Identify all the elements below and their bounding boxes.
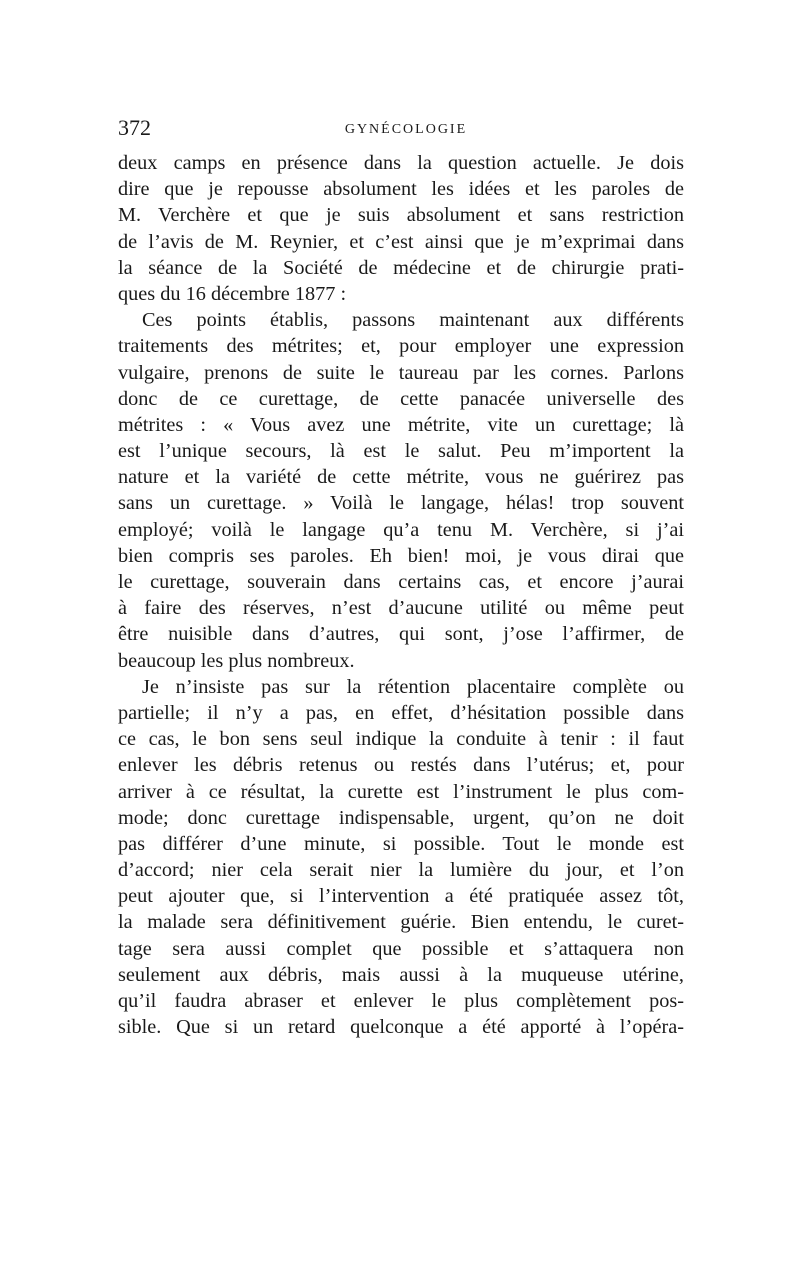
text-line: sible. Que si un retard quelconque a été apporté à l’opéra- — [118, 1016, 684, 1039]
body-text — [118, 150, 684, 1040]
text-line: sans un curettage. » Voilà le langage, hélas! trop souvent — [118, 492, 684, 515]
text-line: seulement aux débris, mais aussi à la muqueuse utérine, — [118, 963, 684, 986]
text-line: mode; donc curettage indispensable, urgent, qu’on ne doit — [118, 806, 684, 829]
text-line: la malade sera définitivement guérie. Bien entendu, le curet- — [118, 911, 684, 934]
text-line: la séance de la Société de médecine et de chirurgie prati- — [118, 256, 684, 279]
text-line: enlever les débris retenus ou restés dans l’utérus; et, pour — [118, 754, 684, 777]
text-line: M. Verchère et que je suis absolument et sans restriction — [118, 204, 684, 227]
text-line: traitements des métrites; et, pour employer une expression — [118, 335, 684, 358]
text-line: vulgaire, prenons de suite le taureau par les cornes. Parlons — [118, 361, 684, 384]
text-line: ce cas, le bon sens seul indique la conduite à tenir : il faut — [118, 728, 684, 751]
paragraph-1 — [118, 150, 684, 307]
text-line: Je n’insiste pas sur la rétention placentaire complète ou — [142, 675, 684, 698]
text-line: donc de ce curettage, de cette panacée universelle des — [118, 387, 684, 410]
text-line: partielle; il n’y a pas, en effet, d’hésitation possible dans — [118, 701, 684, 724]
text-line: à faire des réserves, n’est d’aucune utilité ou même peut — [118, 597, 684, 620]
text-line: est l’unique secours, là est le salut. Peu m’importent la — [118, 440, 684, 463]
paragraph-3 — [118, 674, 684, 1041]
text-line: être nuisible dans d’autres, qui sont, j’ose l’affirmer, de — [118, 623, 684, 646]
text-line: dire que je repousse absolument les idées et les paroles de — [118, 178, 684, 201]
text-line: bien compris ses paroles. Eh bien! moi, je vous dirai que — [118, 544, 684, 567]
text-line: tage sera aussi complet que possible et s’attaquera non — [118, 937, 684, 960]
text-line: métrites : « Vous avez une métrite, vite un curettage; là — [118, 413, 684, 436]
text-line: beaucoup les plus nombreux. — [118, 649, 355, 672]
text-line: qu’il faudra abraser et enlever le plus complètement pos- — [118, 990, 684, 1012]
text-line: Ces points établis, passons maintenant aux différents — [142, 309, 684, 332]
page-number: 372 — [118, 115, 151, 140]
text-line: employé; voilà le langage qu’a tenu M. Verchère, si j’ai — [118, 518, 684, 541]
text-line: peut ajouter que, si l’intervention a été pratiquée assez tôt, — [118, 885, 684, 908]
running-title: GYNÉCOLOGIE — [344, 122, 468, 137]
text-line: nature et la variété de cette métrite, vous ne guérirez pas — [118, 466, 684, 489]
running-head — [118, 110, 684, 146]
text-line: pas différer d’une minute, si possible. Tout le monde est — [118, 832, 684, 855]
text-line: le curettage, souverain dans certains cas, et encore j’aurai — [118, 571, 684, 593]
text-line: de l’avis de M. Reynier, et c’est ainsi que je m’exprimai dans — [118, 230, 684, 253]
text-line: deux camps en présence dans la question actuelle. Je dois — [118, 152, 684, 174]
paragraph-2 — [118, 307, 684, 674]
text-line: ques du 16 décembre 1877 : — [118, 282, 347, 305]
text-line: d’accord; nier cela serait nier la lumière du jour, et l’on — [118, 859, 684, 882]
text-line: arriver à ce résultat, la curette est l’instrument le plus com- — [118, 780, 684, 803]
